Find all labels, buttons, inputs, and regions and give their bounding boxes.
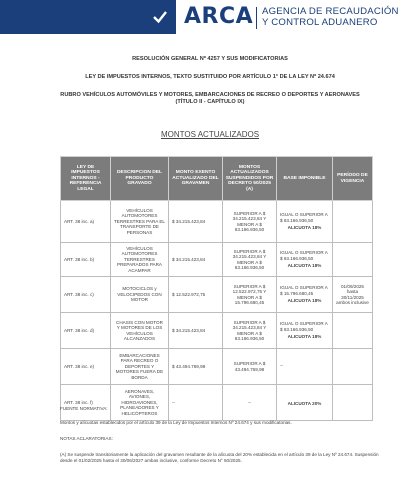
table-row <box>61 201 373 243</box>
cell-suspendido: SUPERIOR A $ 34.215.423,84 Y MENOR A $ 63.166.936,50 <box>223 313 277 349</box>
header <box>0 0 420 34</box>
table-row <box>61 349 373 385</box>
cell-base <box>277 243 333 277</box>
header-brand-bar <box>0 0 176 34</box>
table-row <box>61 385 373 421</box>
cell-monto: -- <box>169 385 223 421</box>
cell-base <box>277 277 333 313</box>
cell-base <box>277 313 333 349</box>
agency-name <box>262 6 399 28</box>
cell-base <box>277 201 333 243</box>
cell-monto: $ 34.215.423,84 <box>169 243 223 277</box>
montos-table <box>60 156 373 421</box>
rubro-title: RUBRO VEHÍCULOS AUTOMÓVILES Y MOTORES, EMBARCACIONES DE RECREO O DEPORTES Y AERONAVES (TÍTULO II - CAPÍTULO IX) <box>60 92 360 105</box>
base-text: IGUAL O SUPERIOR A $ 63.166.936,50 <box>280 250 328 261</box>
header-descripcion: DESCRIPCION DEL PRODUCTO GRAVADO <box>111 157 169 201</box>
cell-vigencia <box>333 349 373 385</box>
cell-monto: $ 43.494.769,98 <box>169 349 223 385</box>
cell-art: ART. 38 inc. d) <box>61 313 111 349</box>
cell-art: ART. 38 inc. c) <box>61 277 111 313</box>
agency-line-2: Y CONTROL ADUANERO <box>262 17 378 28</box>
base-text: IGUAL O SUPERIOR A $ 15.796.680,45 <box>280 285 328 296</box>
base-text: IGUAL O SUPERIOR A $ 63.166.936,50 <box>280 321 328 332</box>
cell-art: ART. 38 inc. e) <box>61 349 111 385</box>
table-row <box>61 277 373 313</box>
law-title: LEY DE IMPUESTOS INTERNOS, TEXTO SUSTITUIDO POR ARTÍCULO 1° DE LA LEY Nº 24.674 <box>85 74 335 80</box>
fuente-normativa-text: Montos y alícuotas establecidos por el artículo 39 de la Ley de Impuestos Internos Nº 24.674 y sus modificatorias. <box>60 420 292 425</box>
cell-vigencia <box>333 385 373 421</box>
cell-art: ART. 38 inc. f) <box>61 385 111 421</box>
cell-monto: $ 34.215.423,84 <box>169 313 223 349</box>
cell-vigencia <box>333 313 373 349</box>
cell-desc: EMBARCACIONES PARA RECREO O DEPORTES Y MOTORES FUERA DE BORDA <box>111 349 169 385</box>
header-monto-exento: MONTO EXENTO ACTUALIZADO DEL GRAVAMEN <box>169 157 223 201</box>
cell-desc: VEHÍCULOS AUTOMOTORES TERRESTRES PARA EL TRANSPORTE DE PERSONAS <box>111 201 169 243</box>
alicuota: ALICUOTA 18% <box>287 334 322 340</box>
cell-suspendido: SUPERIOR A $ 12.522.972,75 Y MENOR A $ 15.796.680,45 <box>223 277 277 313</box>
table-row <box>61 313 373 349</box>
alicuota: ALICUOTA 18% <box>287 298 322 304</box>
cell-vigencia <box>333 243 373 277</box>
alicuota: ALICUOTA 18% <box>287 225 322 231</box>
check-icon <box>152 9 168 25</box>
base-text: -- <box>280 362 284 368</box>
cell-art: ART. 38 inc. b) <box>61 243 111 277</box>
cell-monto: $ 12.522.972,75 <box>169 277 223 313</box>
cell-desc: CHASIS CON MOTOR Y MOTORES DE LOS VEHÍCULOS ALCANZADOS <box>111 313 169 349</box>
table-row <box>61 243 373 277</box>
montos-title: MONTOS ACTUALIZADOS <box>160 130 260 139</box>
cell-desc: VEHÍCULOS AUTOMOTORES TERRESTRES PREPARADOS PARA ACAMPAR <box>111 243 169 277</box>
logo: ARCA <box>184 4 254 29</box>
resolution-title: RESOLUCIÓN GENERAL Nº 4257 Y SUS MODIFICATORIAS <box>132 56 288 62</box>
agency-line-1: AGENCIA DE RECAUDACIÓN <box>262 6 399 17</box>
cell-desc: AERONAVES, AVIONES, HIDROAVIONES, PLANEADORES Y HELICÓPTEROS <box>111 385 169 421</box>
table-header-row <box>61 157 373 201</box>
cell-suspendido: SUPERIOR A $ 34.215.423,84 Y MENOR A $ 63.166.936,50 <box>223 201 277 243</box>
header-periodo-vigencia: PERÍODO DE VIGENCIA <box>333 157 373 201</box>
logo-divider <box>256 7 257 29</box>
fuente-normativa-label: FUENTE NORMATIVA: <box>60 406 108 411</box>
alicuota: ALICUOTA 18% <box>287 263 322 269</box>
nota-a-text: (A) Se suspende transitoriamente la aplicación del gravamen resultante de la alícuota del 20% establecida en el artículo 39 de la Ley Nº 24.674. Suspensión desde el 01/02/2025 hasta el 30/06/2027 ambas inclusive, conforme Decreto N° 50/2025. <box>60 452 379 463</box>
notas-aclaratorias-label: NOTAS ACLARATORIAS: <box>60 436 113 441</box>
cell-desc: MOTOCICLOS y VELOCIPEDOS CON MOTOR <box>111 277 169 313</box>
cell-suspendido: SUPERIOR A $ 43.494.769,98 <box>223 349 277 385</box>
header-ley: LEY DE IMPUESTOS INTERNOS - REFERENCIA LEGAL <box>61 157 111 201</box>
alicuota: ALICUOTA 20% <box>287 400 322 406</box>
cell-art: ART. 38 inc. a) <box>61 201 111 243</box>
cell-base <box>277 385 333 421</box>
base-text: IGUAL O SUPERIOR A $ 63.166.936,50 <box>280 212 328 223</box>
cell-vigencia: 01/09/2025 hasta 30/11/2025 ambos inclusive <box>333 277 373 313</box>
cell-vigencia <box>333 201 373 243</box>
cell-base <box>277 349 333 385</box>
cell-suspendido: -- <box>223 385 277 421</box>
header-base-imponible: BASE IMPONIBLE <box>277 157 333 201</box>
cell-monto: $ 34.215.423,84 <box>169 201 223 243</box>
header-montos-suspendidos: MONTOS ACTUALIZADOS SUSPENDIDOS POR DECRETO 50/2025 (A) <box>223 157 277 201</box>
cell-suspendido: SUPERIOR A $ 34.215.423,84 Y MENOR A $ 63.166.936,50 <box>223 243 277 277</box>
